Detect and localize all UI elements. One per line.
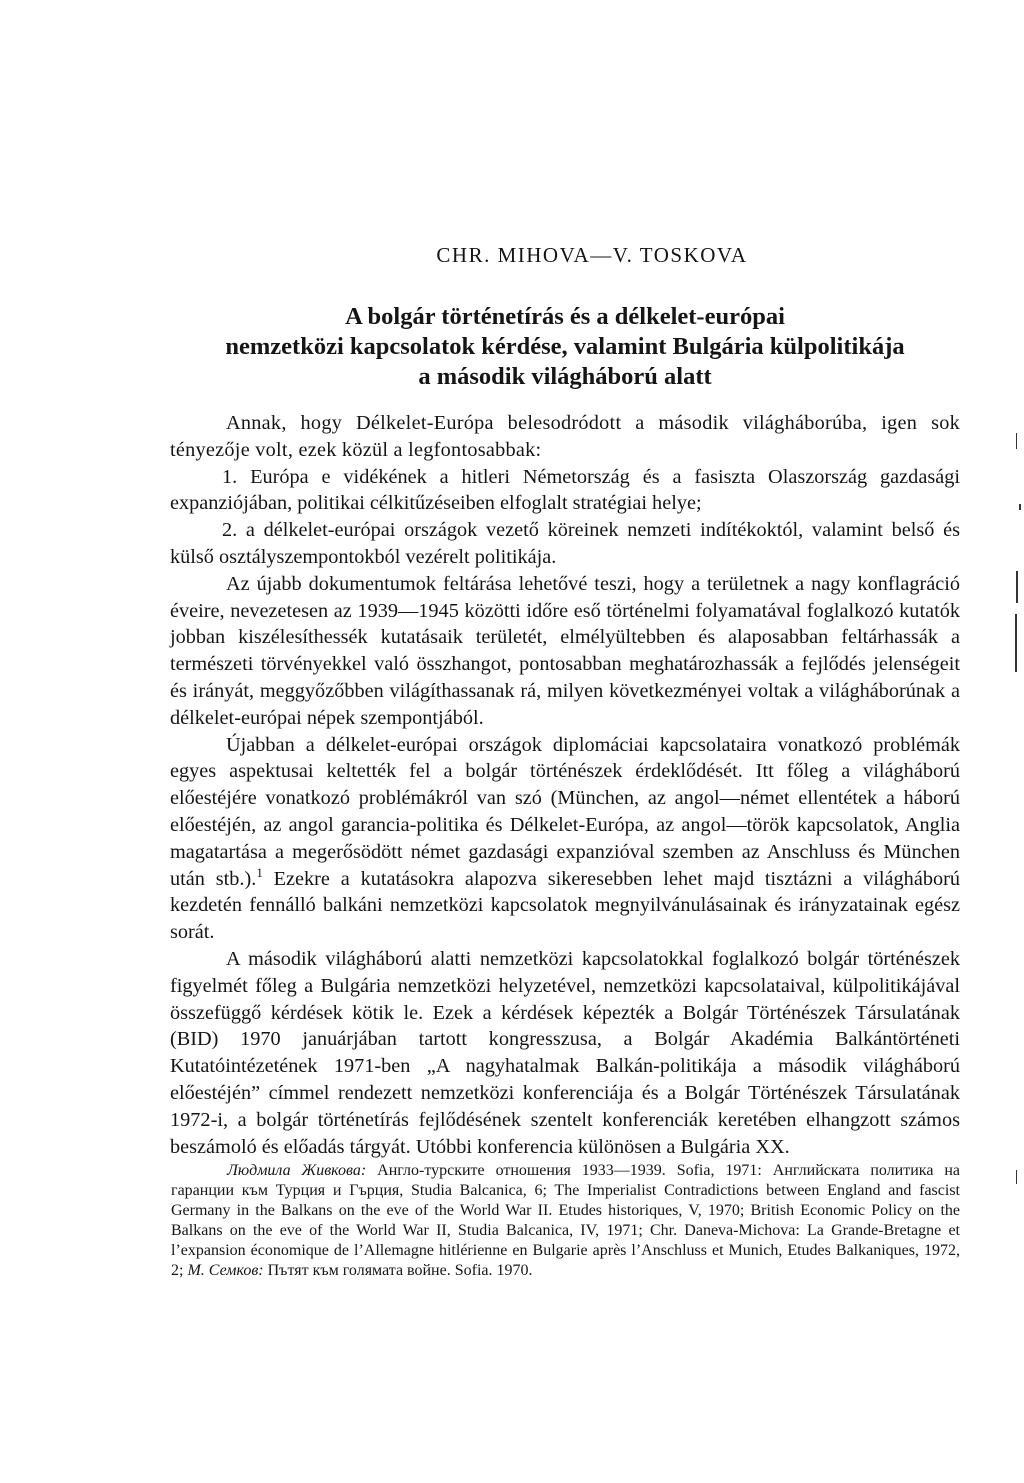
margin-mark [1019,504,1021,510]
paragraph: Az újabb dokumentumok feltárása lehetővé teszi, hogy a területnek a nagy konflagráció éveire, nevezetesen az 1939—1945 közötti időre eső történelmi folyamatával foglalkozó kutatók jobban kiszélesíthessék kutatásaik területét, elmélyültebben és alaposabban feltárhassák a természeti törvényekkel való összhangot, pontosabban meghatározhassák a fejlődés jelenségeit és irányát, meggyőzőbben világíthassanak rá, milyen következményei voltak a világháborúnak a délkelet-európai népek szempontjából. [170,572,960,729]
article-title [170,302,960,392]
margin-mark [1016,433,1017,449]
margin-mark [1016,1170,1017,1184]
footnote [171,1161,960,1280]
paragraph [170,732,960,946]
article-body [170,410,960,1160]
footnote-text: Пътят към голямата войне. Sofia. 1970. [267,1261,533,1279]
title-line: a második világháború alatt [418,363,712,390]
paragraph: A második világháború alatti nemzetközi kapcsolatokkal foglalkozó bolgár történészek figyelmét főleg a Bulgária nemzetközi helyzetével, nemzetközi kapcsolataival, külpolitikájával összefüggő kérdések kötik le. Ezek a kérdések képezték a Bolgár Történészek Társulatának (BID) 1970 januárjában tartott kongresszusa, a Bolgár Akadémia Balkántörténeti Kutatóintézetének 1971-ben „A nagyhatalmak Balkán-politikája a második világháború előestéjén” címmel rendezett nemzetközi konferenciája és a Bolgár Történészek Társulatának 1972-i, a bolgár történetírás fejlődésének szentelt konferenciák keretében elhangzott számos beszámoló és előadás tárgyát. Utóbbi konferencia különösen a Bulgária XX. [170,947,960,1158]
title-line: nemzetközi kapcsolatok kérdése, valamint Bulgária külpolitikája [225,333,905,360]
margin-mark [1016,571,1018,603]
footnote-author: Людмила Живкова: [227,1162,367,1179]
title-line: A bolgár történetírás és a délkelet-európai [345,303,785,330]
paragraph: Annak, hogy Délkelet-Európa belesodródott a második világháborúba, igen sok tényezője volt, ezek közül a legfontosabbak: [170,412,960,461]
footnote-text: Англо-турските отношения 1933—1939. Sofia, 1971: Английската политика на гаранции към Турция и Гърция, Studia Balcanica, 6; The Imperialist Contradictions between England and fascist Germany in the Balkans on the eve of the World War II. Etudes historiques, V, 1970; British Economic Policy on the Balkans on the eve of the World War II, Studia Balcanica, IV, 1971; Chr. Daneva-Michova: La Grande-Bretagne et l’expansion économique de l’Allemagne hitlérienne en Bulgarie après l’Anschluss et Munich, Etudes Balkaniques, 1972, 2; [171,1162,961,1279]
footnote-reference: 1 [256,864,263,880]
list-item: 2. a délkelet-európai országok vezető köreinek nemzeti indítékoktól, valamint belső és külső osztályszempontokból vezérelt politikája. [170,519,960,568]
margin-mark [1015,614,1017,672]
paragraph-text: Ezekre a kutatásokra alapozva sikeresebben lehet majd tisztázni a világháború kezdetén fennálló balkáni nemzetközi kapcsolatok megnyilvánulásainak és irányzatainak egész sorát. [170,867,960,944]
list-item: 1. Európa e vidékének a hitleri Németország és a fasiszta Olaszország gazdasági expanziójában, politikai célkitűzéseiben elfoglalt stratégiai helye; [170,465,960,515]
author-line: CHR. MIHOVA—V. TOSKOVA [436,243,748,267]
paragraph-text: Újabban a délkelet-európai országok diplomáciai kapcsolataira vonatkozó problémák egyes aspektusai keltették fel a bolgár történészek érdeklődését. Itt főleg a világháború előestéjére vonatkozó problémákról van szó (München, az angol—német ellentétek a háború előestéjén, az angol garancia-politika és Délkelet-Európa, az angol—török kapcsolatok, Anglia magatartása a megerősödött német gazdasági expanzióval szemben az Anschluss és München után stb.). [170,733,960,890]
footnote-author: М. Семков: [187,1261,264,1279]
